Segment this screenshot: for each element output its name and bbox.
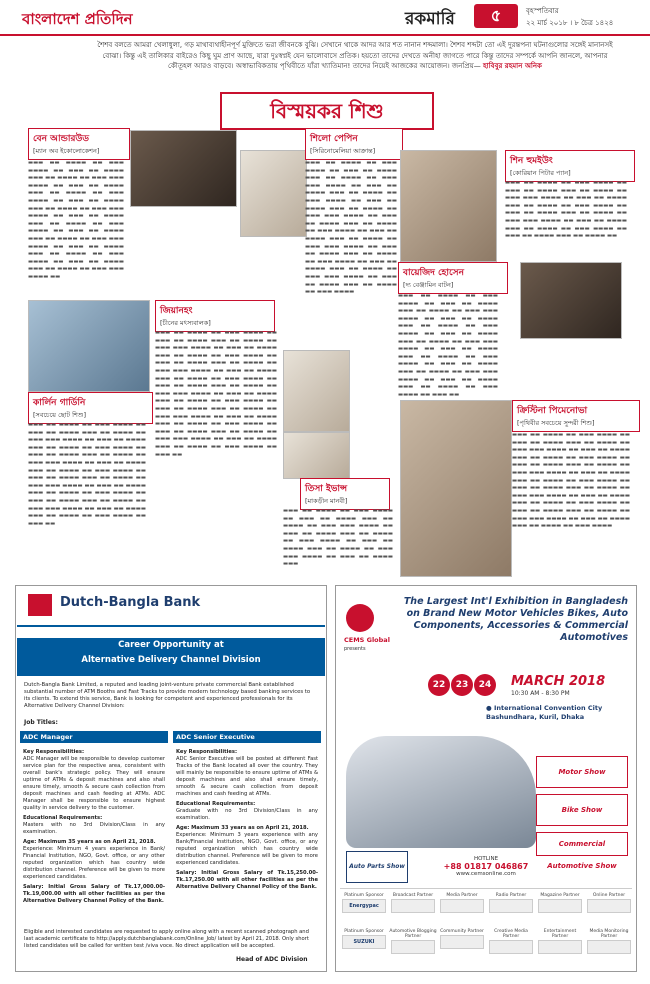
salary-text: Salary: Initial Gross Salary of Tk.17,000.00-Tk.19,000.00 with all other facilities as per the Alternative Delivery Channel Policy of the Bank.: [23, 884, 165, 904]
hotline-number[interactable]: +88 01817 046867: [443, 862, 529, 871]
exhibition-venue: [486, 704, 631, 721]
commercial-automotive-show-logo: Commercial Automotive Show: [536, 832, 628, 856]
bank-name: Dutch-Bangla Bank: [60, 595, 201, 610]
profile-subtitle: [সবচেয়ে ছোট শিশু]: [33, 411, 86, 419]
partner: [389, 929, 437, 955]
partner-role: Community Partner: [440, 929, 484, 934]
profile-header-shilo: [305, 128, 403, 160]
application-instructions: Eligible and interested candidates are requested to apply online along with a recent scanned photograph and last academic certificate to http://apply.dutchbanglabank.com/Online_Job/ latest by April 21, 2018. Only short listed candidates will be called for written test /viva voce. No direct application will be accepted.: [24, 929, 309, 949]
profile-header-tisa: [300, 478, 390, 510]
exhibition-dates: [428, 672, 497, 696]
dbbl-job-advertisement: [15, 585, 327, 972]
cems-logo-icon: [346, 604, 374, 632]
photo-tisa: [283, 432, 350, 479]
partner: [487, 893, 535, 914]
signatory: Head of ADC Division: [236, 956, 308, 963]
photo-bayezid: [400, 150, 497, 262]
profile-header-albert: [28, 392, 153, 424]
section-name: রকমারি: [405, 9, 455, 29]
job-title: ADC Manager: [20, 731, 168, 743]
partner-role: Entertainment Partner: [543, 929, 577, 939]
profile-subtitle: [চীনের মৎস্যবালক]: [160, 319, 211, 327]
profile-subtitle: [সিরিনোমেলিয়া আক্রান্ত]: [310, 147, 376, 155]
partner: [340, 929, 388, 950]
partner: [487, 929, 535, 955]
partner-logo: [587, 940, 631, 954]
profile-name: বায়েজিদ হোসেন: [403, 268, 464, 278]
profile-header-shin: [505, 150, 635, 182]
profile-subtitle: [পৃথিবীর সবচেয়ে সুন্দরী শিশু]: [517, 419, 595, 427]
job-title: ADC Senior Executive: [173, 731, 321, 743]
date-day: 22: [428, 674, 450, 696]
photo-albert: [28, 300, 150, 392]
salary-text: Salary: Initial Gross Salary of Tk.15,250.00-Tk.17,250.00 with all other facilities as per the Alternative Delivery Channel Policy of the Bank.: [176, 870, 318, 890]
partner-role: Automotive Blogging Partner: [389, 929, 437, 939]
partner-role: Media Partner: [446, 893, 478, 898]
profile-header-jimmy: [155, 300, 275, 332]
experience-text: Experience: Minimum 3 years experience with any Bank/Financial Institution, NGO, Govt. office, or any reputed organization which has country wide distribution channel. Preference will be given to more experienced candidates.: [176, 832, 318, 866]
location-pin-icon: ●: [486, 704, 494, 712]
partner-role: Broadcast Partner: [392, 893, 434, 898]
article-albert: ▬▬▬ ▬▬ ▬▬▬▬ ▬▬ ▬▬▬ ▬▬▬▬ ▬▬ ▬▬▬ ▬▬ ▬▬▬▬ ▬▬▬ ▬▬ ▬▬▬▬ ▬▬ ▬▬▬ ▬▬▬ ▬▬▬▬ ▬▬ ▬▬▬ ▬▬ ▬▬▬▬ ▬▬▬ ▬▬ ▬▬▬▬ ▬▬ ▬▬▬ ▬▬▬▬ ▬▬ ▬▬▬ ▬▬ ▬▬▬▬ ▬▬▬ ▬▬ ▬▬▬▬ ▬▬ ▬▬▬ ▬▬▬ ▬▬▬▬ ▬▬ ▬▬▬ ▬▬ ▬▬▬▬ ▬▬▬ ▬▬ ▬▬▬▬ ▬▬ ▬▬▬ ▬▬▬▬ ▬▬ ▬▬▬ ▬▬ ▬▬▬▬ ▬▬▬ ▬▬ ▬▬▬▬ ▬▬ ▬▬▬ ▬▬▬ ▬▬▬▬ ▬▬ ▬▬▬ ▬▬ ▬▬▬▬ ▬▬▬ ▬▬ ▬▬▬▬ ▬▬ ▬▬▬ ▬▬▬▬ ▬▬ ▬▬▬ ▬▬ ▬▬▬▬ ▬▬▬ ▬▬ ▬▬▬▬ ▬▬ ▬▬▬ ▬▬▬ ▬▬▬▬ ▬▬ ▬▬▬ ▬▬ ▬▬▬▬ ▬▬▬ ▬▬ ▬▬▬▬ ▬▬ ▬▬▬ ▬▬▬▬ ▬▬ ▬▬▬ ▬▬: [28, 422, 146, 527]
partner-logo: Energypac: [342, 899, 386, 913]
profile-subtitle: [ম্যান অব ইকোলোকেশন]: [33, 147, 100, 155]
intro-text: শৈশব বলতে আমরা খেলাধুলা, গড় মাথাব্যথাহীনপূর্ণ মুক্তিতে ভরা জীবনকে বুঝি। সেখানে থাকে আদর আর শত নানান শব্দমালা। শৈশব শব্দটা তো এই দুরন্তপনা ঘটনাগুলোর সঙ্গেই মানানসই বোঝা। কিন্তু এই তালিকার বাইরেও কিছু ঘুম প্রাণ আছে, যারা দুঃস্বপ্নই যেন ভালোবাসে প্রতিক। হয়তো তাদের দেখতে অনীহা জাগতে পারে কিন্তু তাদের সম্পর্কে আপনি জানলে, আপনার কৌতূহল আরও বাড়বে। অস্বাভাবিকতায় পৃথিবীতে যাঁরা খ্যাতিমান! তাদের নিয়েই আজকের আয়োজন। জনপ্রিয়—: [97, 41, 613, 70]
exhibition-time: 10:30 AM - 8:30 PM: [511, 690, 570, 697]
ad-intro-text: Dutch-Bangla Bank Limited, a reputed and leading joint-venture private commercial Bank established substantial number of ATM Booths and Fast Tracks to provide modern technology based banking services to its clients. To extend this service, Bank is looking for competent and experienced professionals for its Alternative Delivery Channel Division:: [24, 682, 311, 709]
partner-logo: [489, 899, 533, 913]
partner-logo: [489, 940, 533, 954]
profile-name: শিলো পেপিন: [310, 134, 358, 144]
partner-role: Creative Media Partner: [494, 929, 528, 939]
age-text: Age: Maximum 33 years as on April 21, 2018.: [176, 825, 309, 831]
partner-logo: [391, 940, 435, 954]
article-tisa: ▬▬▬ ▬▬ ▬▬▬▬ ▬▬ ▬▬▬ ▬▬▬▬ ▬▬ ▬▬▬ ▬▬ ▬▬▬▬ ▬▬▬ ▬▬ ▬▬▬▬ ▬▬ ▬▬▬ ▬▬▬ ▬▬▬▬ ▬▬ ▬▬▬ ▬▬ ▬▬▬▬ ▬▬▬ ▬▬ ▬▬▬▬ ▬▬ ▬▬▬ ▬▬▬▬ ▬▬ ▬▬▬ ▬▬ ▬▬▬▬ ▬▬▬ ▬▬ ▬▬▬▬ ▬▬ ▬▬▬ ▬▬▬ ▬▬▬▬ ▬▬ ▬▬▬ ▬▬ ▬▬▬▬ ▬▬▬: [283, 508, 393, 568]
auto-parts-show-logo: Auto Parts Show: [346, 851, 408, 883]
photo-shilo: [240, 150, 307, 237]
partner-logo: [440, 935, 484, 949]
profile-name: কার্লিন গার্ডিনি: [33, 398, 86, 408]
hotline-block: [416, 856, 556, 877]
venue-text: International Convention City Bashundhara, Kuril, Dhaka: [486, 704, 603, 721]
education-label: Educational Requirements:: [23, 815, 103, 821]
partner-logo: [391, 899, 435, 913]
show-logos: [536, 756, 631, 870]
article-bayezid: ▬▬▬ ▬▬ ▬▬▬▬ ▬▬ ▬▬▬ ▬▬▬▬ ▬▬ ▬▬▬ ▬▬ ▬▬▬▬ ▬▬▬ ▬▬ ▬▬▬▬ ▬▬ ▬▬▬ ▬▬▬ ▬▬▬▬ ▬▬ ▬▬▬ ▬▬ ▬▬▬▬ ▬▬▬ ▬▬ ▬▬▬▬ ▬▬ ▬▬▬ ▬▬▬▬ ▬▬ ▬▬▬ ▬▬ ▬▬▬▬ ▬▬▬ ▬▬ ▬▬▬▬ ▬▬ ▬▬▬ ▬▬▬ ▬▬▬▬ ▬▬ ▬▬▬ ▬▬ ▬▬▬▬ ▬▬▬ ▬▬ ▬▬▬▬ ▬▬ ▬▬▬ ▬▬▬▬ ▬▬ ▬▬▬ ▬▬ ▬▬▬▬ ▬▬▬ ▬▬ ▬▬▬▬ ▬▬ ▬▬▬ ▬▬▬ ▬▬▬▬ ▬▬ ▬▬▬ ▬▬ ▬▬▬▬ ▬▬▬ ▬▬ ▬▬▬▬ ▬▬ ▬▬▬ ▬▬▬▬ ▬▬ ▬▬▬ ▬▬: [398, 293, 498, 398]
newspaper-logo[interactable]: বাংলাদেশ প্রতিদিন: [22, 10, 133, 28]
profile-subtitle: [কোরিয়ান পিটার প্যান]: [510, 169, 571, 177]
profile-header-bayezid: [398, 262, 508, 294]
partner-role: Magazine Partner: [540, 893, 580, 898]
article-kristina: ▬▬▬ ▬▬ ▬▬▬▬ ▬▬ ▬▬▬ ▬▬▬▬ ▬▬ ▬▬▬ ▬▬ ▬▬▬▬ ▬▬▬ ▬▬ ▬▬▬▬ ▬▬ ▬▬▬ ▬▬▬ ▬▬▬▬ ▬▬ ▬▬▬ ▬▬ ▬▬▬▬ ▬▬▬ ▬▬ ▬▬▬▬ ▬▬ ▬▬▬ ▬▬▬▬ ▬▬ ▬▬▬ ▬▬ ▬▬▬▬ ▬▬▬ ▬▬ ▬▬▬▬ ▬▬ ▬▬▬ ▬▬▬ ▬▬▬▬ ▬▬ ▬▬▬ ▬▬ ▬▬▬▬ ▬▬▬ ▬▬ ▬▬▬▬ ▬▬ ▬▬▬ ▬▬▬▬ ▬▬ ▬▬▬ ▬▬ ▬▬▬▬ ▬▬▬ ▬▬ ▬▬▬▬ ▬▬ ▬▬▬ ▬▬▬ ▬▬▬▬ ▬▬ ▬▬▬ ▬▬ ▬▬▬▬ ▬▬▬ ▬▬ ▬▬▬▬ ▬▬ ▬▬▬ ▬▬▬▬ ▬▬ ▬▬▬ ▬▬ ▬▬▬▬ ▬▬▬ ▬▬ ▬▬▬▬ ▬▬ ▬▬▬ ▬▬▬ ▬▬▬▬ ▬▬ ▬▬▬ ▬▬ ▬▬▬▬ ▬▬▬ ▬▬ ▬▬▬▬ ▬▬ ▬▬▬ ▬▬▬▬: [512, 432, 630, 530]
profile-header-kristina: [512, 400, 640, 432]
profile-header-ben: [28, 128, 130, 160]
cems-exhibition-advertisement: [335, 585, 637, 972]
article-ben: ▬▬▬ ▬▬ ▬▬▬▬ ▬▬ ▬▬▬ ▬▬▬▬ ▬▬ ▬▬▬ ▬▬ ▬▬▬▬ ▬▬▬ ▬▬ ▬▬▬▬ ▬▬ ▬▬▬ ▬▬▬ ▬▬▬▬ ▬▬ ▬▬▬ ▬▬ ▬▬▬▬ ▬▬▬ ▬▬ ▬▬▬▬ ▬▬ ▬▬▬ ▬▬▬▬ ▬▬ ▬▬▬ ▬▬ ▬▬▬▬ ▬▬▬ ▬▬ ▬▬▬▬ ▬▬ ▬▬▬ ▬▬▬ ▬▬▬▬ ▬▬ ▬▬▬ ▬▬ ▬▬▬▬ ▬▬▬ ▬▬ ▬▬▬▬ ▬▬ ▬▬▬ ▬▬▬▬ ▬▬ ▬▬▬ ▬▬ ▬▬▬▬ ▬▬▬ ▬▬ ▬▬▬▬ ▬▬ ▬▬▬ ▬▬▬ ▬▬▬▬ ▬▬ ▬▬▬ ▬▬ ▬▬▬▬ ▬▬▬ ▬▬ ▬▬▬▬ ▬▬ ▬▬▬ ▬▬▬▬ ▬▬ ▬▬▬ ▬▬ ▬▬▬▬ ▬▬▬ ▬▬ ▬▬▬▬ ▬▬ ▬▬▬ ▬▬▬ ▬▬▬▬ ▬▬: [28, 160, 124, 280]
education-text: Masters with no 3rd Division/Class in any examination.: [23, 822, 165, 835]
photo-kristina-large: [400, 400, 512, 577]
profile-subtitle: [দ্য বেঞ্জামিন বাটন]: [403, 281, 454, 289]
partner-logo: [440, 899, 484, 913]
experience-text: Experience: Minimum 4 years experience in Bank/ Financial Institution, NGO, Govt. office, or any other reputed organization which has country wide distribution channel. Preference will be given to more experienced candidates.: [23, 846, 165, 880]
partner-logo: [587, 899, 631, 913]
partner-role: Platinum Sponsor: [344, 893, 384, 898]
job-titles-label: Job Titles:: [24, 719, 58, 726]
partner: [585, 893, 633, 914]
page-number: ৫: [490, 6, 502, 25]
partner-role: Media Monitoring Partner: [589, 929, 629, 939]
partner-role: Platinum Sponsor: [344, 929, 384, 934]
date-day: 24: [474, 674, 496, 696]
partner-role: Radio Partner: [495, 893, 527, 898]
profile-name: জিয়ানহং: [160, 306, 193, 316]
profile-name: ক্রিস্টিনা পিমেনোভা: [517, 406, 588, 416]
partner: [536, 929, 584, 955]
partner: [438, 929, 486, 950]
partner: [536, 893, 584, 914]
job-adc-manager: [20, 731, 168, 908]
motor-show-logo: Motor Show: [536, 756, 628, 788]
issue-date: ২২ মার্চ ২০১৮ । ৮ চৈত্র ১৪২৪: [526, 19, 614, 27]
partners-strip: [340, 888, 632, 969]
responsibilities-text: ADC Senior Executive will be posted at different Fast Tracks of the Bank located all over the country. They will mainly be responsible to ensure uptime of ATMs & deposit machines and also shall ensure timely, smooth & secure cash collection from deposit machines and cash feeding at ATMs.: [176, 756, 318, 797]
banner-line-1: Career Opportunity at: [118, 640, 224, 650]
dbbl-logo-icon: [28, 594, 52, 616]
photo-ben: [130, 130, 237, 207]
date-day: 23: [451, 674, 473, 696]
responsibilities-label: Key Responsibilities:: [23, 749, 85, 755]
cems-logo-text: [344, 636, 390, 652]
banner-line-2: Alternative Delivery Channel Division: [81, 655, 261, 665]
responsibilities-label: Key Responsibilities:: [176, 749, 238, 755]
cems-brand: CEMS Global: [344, 636, 390, 644]
bike-show-logo: Bike Show: [536, 794, 628, 826]
exhibition-headline: The Largest Int'l Exhibition in Bangladesh on Brand New Motor Vehicles Bikes, Auto Components, Accessories & Commercial Automotives: [403, 596, 628, 643]
feature-intro: [95, 40, 615, 72]
page-number-badge: [474, 4, 518, 28]
exhibition-month: MARCH 2018: [511, 674, 606, 689]
presents-text: presents: [344, 646, 366, 652]
partner: [585, 929, 633, 955]
issue-day: বৃহস্পতিবার: [526, 7, 559, 15]
partner: [340, 893, 388, 914]
profile-name: শিন হুমইউং: [510, 156, 553, 166]
profile-subtitle: [মাকড়ীন মানবী]: [305, 497, 348, 505]
partner: [438, 893, 486, 914]
profile-name: বেন আন্ডারউড: [33, 134, 90, 144]
partner-logo: SUZUKI: [342, 935, 386, 949]
website-link[interactable]: www.cemsonline.com: [456, 871, 516, 877]
education-text: Graduate with no 3rd Division/Class in any examination.: [176, 808, 318, 821]
article-shilo: ▬▬▬ ▬▬ ▬▬▬▬ ▬▬ ▬▬▬ ▬▬▬▬ ▬▬ ▬▬▬ ▬▬ ▬▬▬▬ ▬▬▬ ▬▬ ▬▬▬▬ ▬▬ ▬▬▬ ▬▬▬ ▬▬▬▬ ▬▬ ▬▬▬ ▬▬ ▬▬▬▬ ▬▬▬ ▬▬ ▬▬▬▬ ▬▬ ▬▬▬ ▬▬▬▬ ▬▬ ▬▬▬ ▬▬ ▬▬▬▬ ▬▬▬ ▬▬ ▬▬▬▬ ▬▬ ▬▬▬ ▬▬▬ ▬▬▬▬ ▬▬ ▬▬▬ ▬▬ ▬▬▬▬ ▬▬▬ ▬▬ ▬▬▬▬ ▬▬ ▬▬▬ ▬▬▬▬ ▬▬ ▬▬▬ ▬▬ ▬▬▬▬ ▬▬▬ ▬▬ ▬▬▬▬ ▬▬ ▬▬▬ ▬▬▬ ▬▬▬▬ ▬▬ ▬▬▬ ▬▬ ▬▬▬▬ ▬▬▬ ▬▬ ▬▬▬▬ ▬▬ ▬▬▬ ▬▬▬▬ ▬▬ ▬▬▬ ▬▬ ▬▬▬▬ ▬▬▬ ▬▬ ▬▬▬▬ ▬▬ ▬▬▬ ▬▬▬ ▬▬▬▬ ▬▬ ▬▬▬ ▬▬ ▬▬▬▬ ▬▬▬ ▬▬ ▬▬▬▬ ▬▬ ▬▬▬ ▬▬▬▬: [305, 160, 397, 295]
partner-logo: [538, 940, 582, 954]
partner-logo: [538, 899, 582, 913]
photo-shin: [520, 262, 622, 339]
article-shin: ▬▬▬ ▬▬ ▬▬▬▬ ▬▬ ▬▬▬ ▬▬▬▬ ▬▬ ▬▬▬ ▬▬ ▬▬▬▬ ▬▬▬ ▬▬ ▬▬▬▬ ▬▬ ▬▬▬ ▬▬▬ ▬▬▬▬ ▬▬ ▬▬▬ ▬▬ ▬▬▬▬ ▬▬▬ ▬▬ ▬▬▬▬ ▬▬ ▬▬▬ ▬▬▬▬ ▬▬ ▬▬▬ ▬▬ ▬▬▬▬ ▬▬▬ ▬▬ ▬▬▬▬ ▬▬ ▬▬▬ ▬▬▬ ▬▬▬▬ ▬▬ ▬▬▬ ▬▬ ▬▬▬▬ ▬▬▬ ▬▬ ▬▬▬▬ ▬▬ ▬▬▬ ▬▬▬▬ ▬▬ ▬▬▬ ▬▬ ▬▬▬▬ ▬▬▬ ▬▬ ▬▬▬▬ ▬▬: [505, 180, 627, 240]
hotline-label: HOTLINE: [473, 856, 499, 862]
profile-name: তিসা ইভান্স: [305, 484, 348, 494]
age-text: Age: Maximum 35 years as on April 21, 2018.: [23, 839, 156, 845]
car-image: [346, 736, 536, 848]
article-jimmy: ▬▬▬ ▬▬ ▬▬▬▬ ▬▬ ▬▬▬ ▬▬▬▬ ▬▬ ▬▬▬ ▬▬ ▬▬▬▬ ▬▬▬ ▬▬ ▬▬▬▬ ▬▬ ▬▬▬ ▬▬▬ ▬▬▬▬ ▬▬ ▬▬▬ ▬▬ ▬▬▬▬ ▬▬▬ ▬▬ ▬▬▬▬ ▬▬ ▬▬▬ ▬▬▬▬ ▬▬ ▬▬▬ ▬▬ ▬▬▬▬ ▬▬▬ ▬▬ ▬▬▬▬ ▬▬ ▬▬▬ ▬▬▬ ▬▬▬▬ ▬▬ ▬▬▬ ▬▬ ▬▬▬▬ ▬▬▬ ▬▬ ▬▬▬▬ ▬▬ ▬▬▬ ▬▬▬▬ ▬▬ ▬▬▬ ▬▬ ▬▬▬▬ ▬▬▬ ▬▬ ▬▬▬▬ ▬▬ ▬▬▬ ▬▬▬ ▬▬▬▬ ▬▬ ▬▬▬ ▬▬ ▬▬▬▬ ▬▬▬ ▬▬ ▬▬▬▬ ▬▬ ▬▬▬ ▬▬▬▬ ▬▬ ▬▬▬ ▬▬ ▬▬▬▬ ▬▬▬ ▬▬ ▬▬▬▬ ▬▬ ▬▬▬ ▬▬▬ ▬▬▬▬ ▬▬ ▬▬▬ ▬▬ ▬▬▬▬ ▬▬▬ ▬▬ ▬▬▬▬ ▬▬ ▬▬▬ ▬▬▬▬ ▬▬ ▬▬▬ ▬▬ ▬▬▬▬ ▬▬▬ ▬▬ ▬▬▬▬ ▬▬ ▬▬▬ ▬▬▬ ▬▬▬▬ ▬▬ ▬▬▬ ▬▬ ▬▬▬▬ ▬▬▬ ▬▬ ▬▬▬▬ ▬▬ ▬▬▬ ▬▬▬▬ ▬▬ ▬▬▬ ▬▬: [155, 330, 277, 458]
job-adc-senior-executive: [173, 731, 321, 894]
responsibilities-text: ADC Manager will be responsible to develop customer service plan for the respective area, consistent with overall bank's strategic policy. They will ensure uptime of ATMs & deposit machines and also shall ensure timely, smooth & secure cash collection from deposit machines and cash feeding at ATMs. ADC Manager shall be responsible to ensure highest quality in service delivery to the customer.: [23, 756, 165, 811]
partner: [389, 893, 437, 914]
career-banner: [17, 638, 325, 676]
feature-title: বিস্ময়কর শিশু: [220, 92, 434, 130]
education-label: Educational Requirements:: [176, 801, 256, 807]
author-name: হাবিবুর রহমান অনিক: [482, 62, 542, 70]
photo-jimmy: [283, 350, 350, 432]
partner-role: Online Partner: [592, 893, 626, 898]
